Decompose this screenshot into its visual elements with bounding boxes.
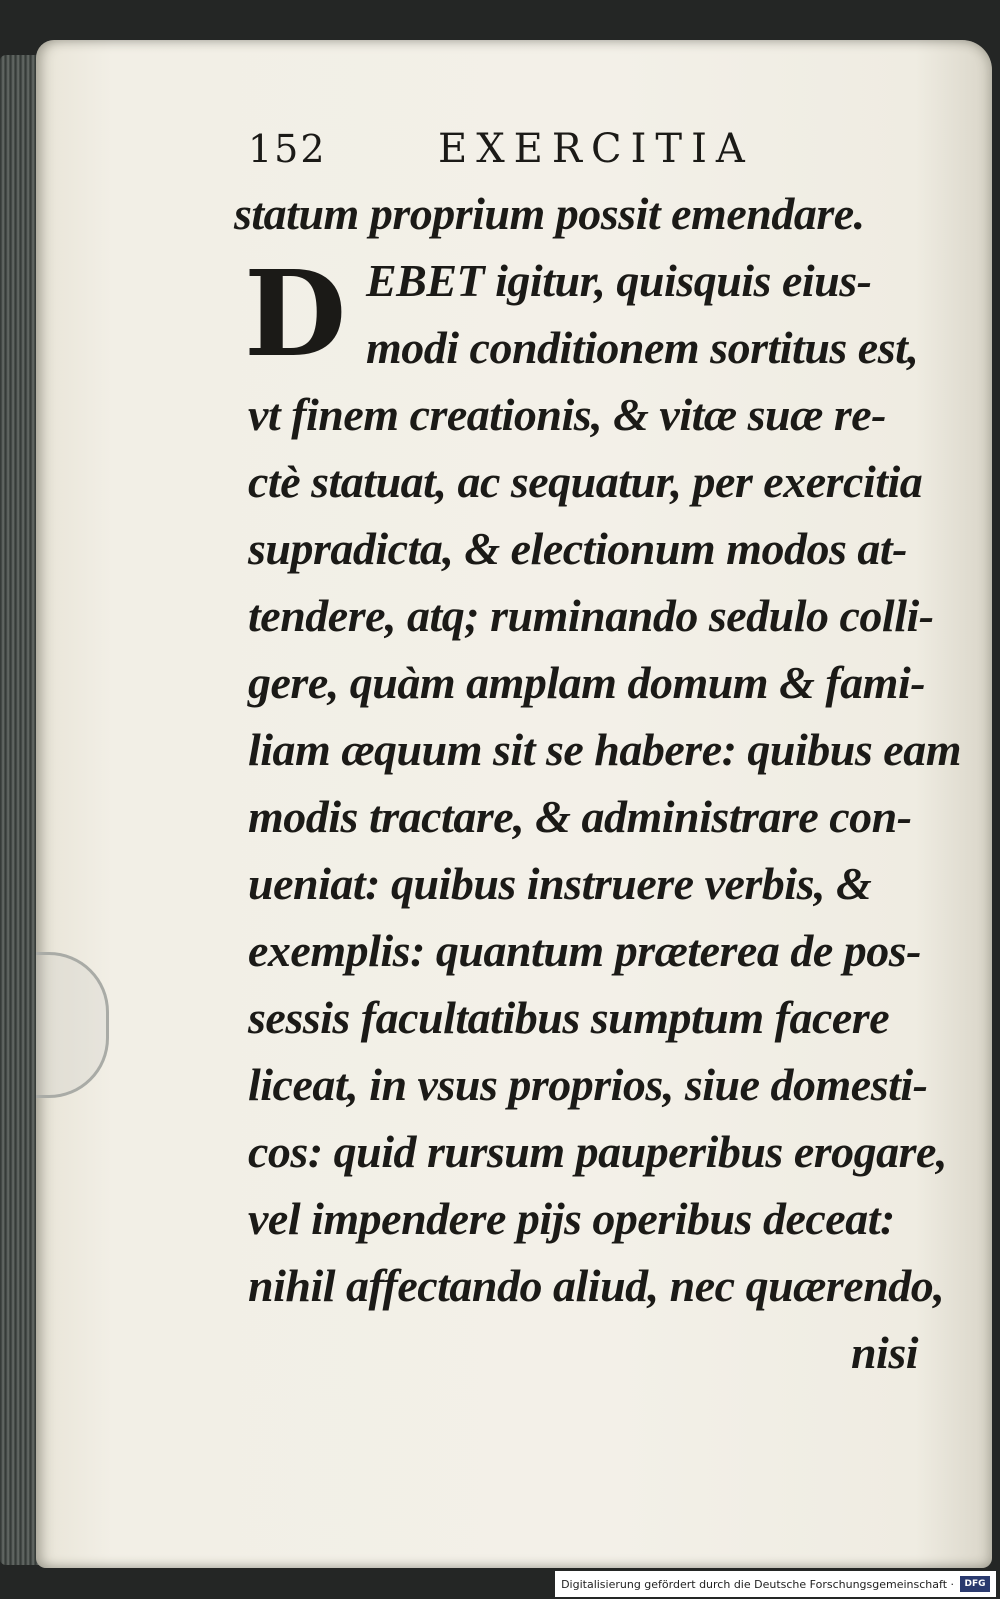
text-line: vel impendere pijs operibus deceat: bbox=[248, 1193, 895, 1244]
text-line: gere, quàm amplam domum & fami- bbox=[248, 657, 926, 708]
text-line: supradicta, & electionum modos at- bbox=[248, 523, 907, 574]
text-line: statum proprium possit emendare. bbox=[234, 188, 865, 239]
text-line: liam æquum sit se habere: quibus eam bbox=[248, 724, 961, 775]
text-line: EBET igitur, quisquis eius- bbox=[366, 255, 872, 306]
text-line: exemplis: quantum præterea de pos- bbox=[248, 925, 921, 976]
drop-cap: D bbox=[244, 244, 347, 383]
page-number: 152 bbox=[248, 127, 327, 171]
credit-text: Digitalisierung gefördert durch die Deutsche Forschungsgemeinschaft · bbox=[561, 1577, 954, 1591]
text-line: liceat, in vsus proprios, siue domesti- bbox=[248, 1059, 928, 1110]
text-line: sessis facultatibus sumptum facere bbox=[248, 992, 890, 1043]
text-line: nihil affectando aliud, nec quærendo, bbox=[248, 1260, 945, 1311]
page-text bbox=[234, 118, 961, 1386]
running-head bbox=[248, 118, 938, 180]
initial-paragraph-start bbox=[244, 244, 938, 383]
digitization-credit bbox=[555, 1571, 996, 1597]
text-line: vt finem creationis, & vitæ suæ re- bbox=[248, 389, 886, 440]
dfg-logo: DFG bbox=[960, 1576, 990, 1592]
catchword: nisi bbox=[850, 1327, 918, 1378]
text-line: modi conditionem sortitus est, bbox=[366, 322, 919, 373]
text-line: tendere, atq; ruminando sedulo colli- bbox=[248, 590, 934, 641]
page-clip bbox=[36, 952, 109, 1098]
running-title: EXERCITIA bbox=[438, 126, 754, 172]
text-line: cos: quid rursum pauperibus erogare, bbox=[248, 1126, 947, 1177]
text-line: modis tractare, & administrare con- bbox=[248, 791, 912, 842]
text-line: ctè statuat, ac sequatur, per exercitia bbox=[248, 456, 923, 507]
text-line: ueniat: quibus instruere verbis, & bbox=[248, 858, 872, 909]
